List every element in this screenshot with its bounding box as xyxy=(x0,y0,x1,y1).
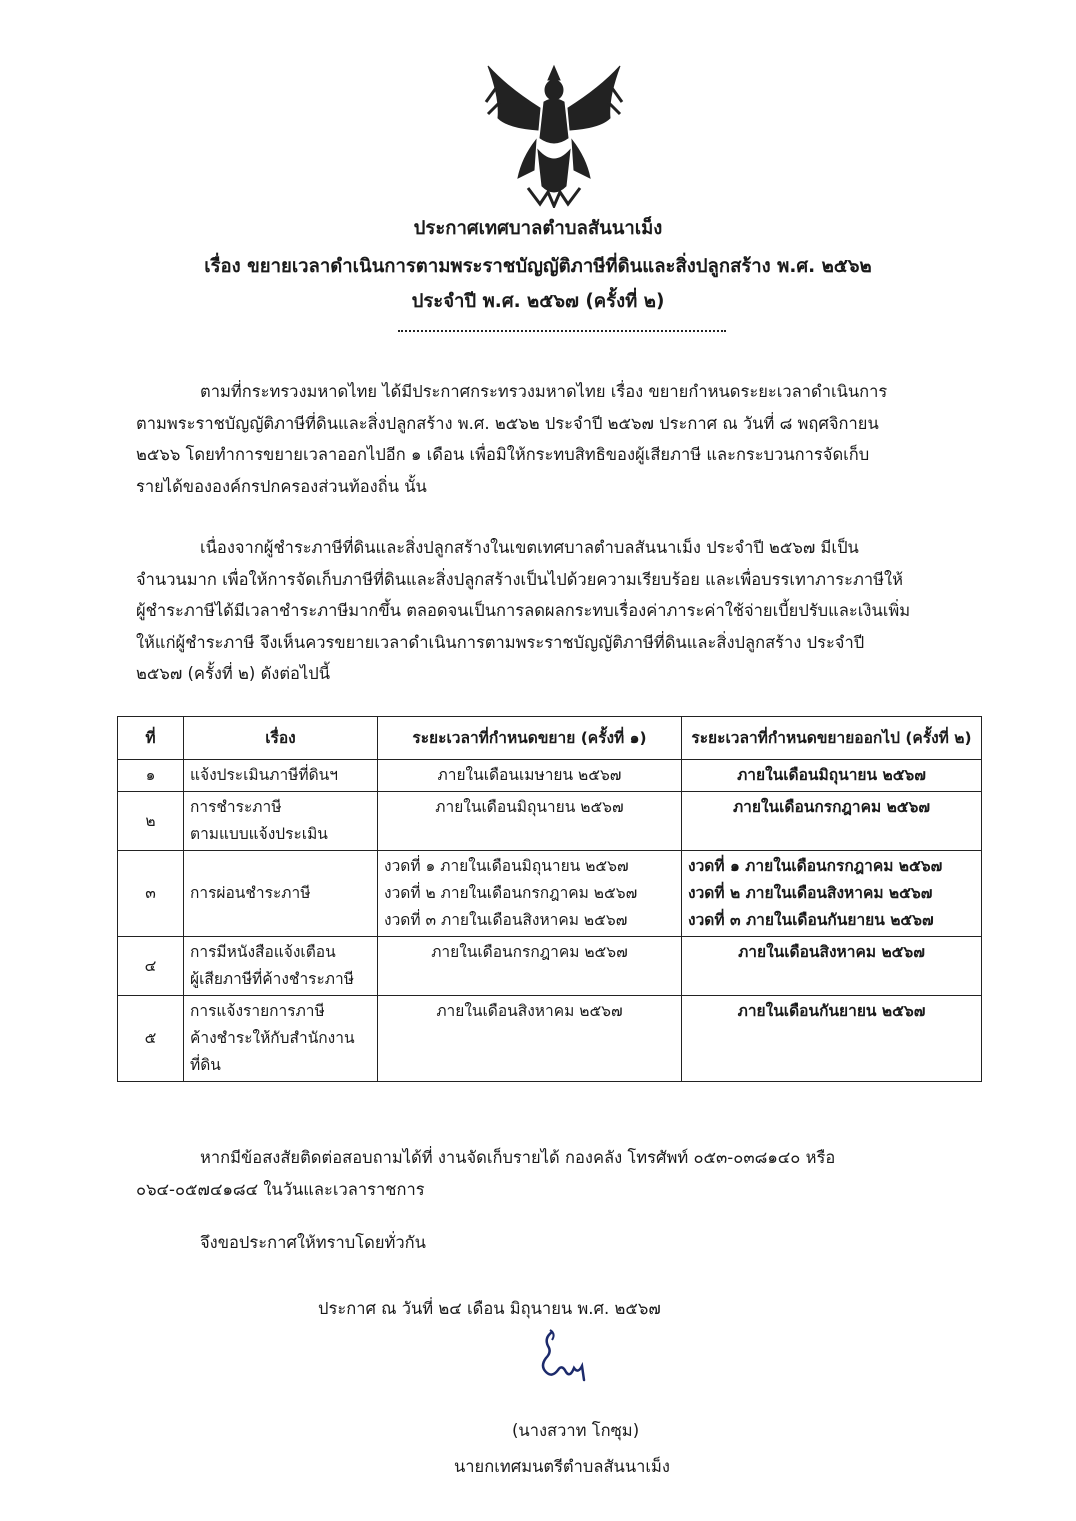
topic-line: การชำระภาษี xyxy=(190,798,282,816)
row-first-period xyxy=(378,851,682,937)
topic-line: การมีหนังสือแจ้งเตือน xyxy=(190,943,336,961)
column-header: เรื่อง xyxy=(184,717,378,760)
paragraph-line: ตามที่กระทรวงมหาดไทย ได้มีประกาศกระทรวงมหาดไทย เรื่อง ขยายกำหนดระยะเวลาดำเนินการ xyxy=(200,382,888,401)
row-second-period xyxy=(682,760,982,792)
topic-line: ค้างชำระให้กับสำนักงาน xyxy=(190,1029,355,1047)
row-topic xyxy=(184,937,378,996)
closing-paragraph xyxy=(136,1227,972,1259)
period-line: ภายในเดือนมิถุนายน ๒๕๖๗ xyxy=(737,766,926,784)
paragraph-line: รายได้ขององค์กรปกครองส่วนท้องถิ่น นั้น xyxy=(136,476,427,496)
period-line: ภายในเดือนสิงหาคม ๒๕๖๗ xyxy=(738,943,925,961)
paragraph-line: ๒๕๖๗ (ครั้งที่ ๒) ดังต่อไปนี้ xyxy=(136,664,331,683)
period-line: ภายในเดือนกันยายน ๒๕๖๗ xyxy=(737,1002,926,1020)
document-subject: เรื่อง ขยายเวลาดำเนินการตามพระราชบัญญัติภาษีที่ดินและสิ่งปลูกสร้าง พ.ศ. ๒๕๖๒ xyxy=(204,256,872,277)
period-line: งวดที่ ๒ ภายในเดือนสิงหาคม ๒๕๖๗ xyxy=(688,884,933,902)
topic-line: ตามแบบแจ้งประเมิน xyxy=(190,825,328,843)
table-row xyxy=(118,996,982,1082)
period-line: ภายในเดือนมิถุนายน ๒๕๖๗ xyxy=(435,798,624,816)
row-number: ๔ xyxy=(118,937,184,996)
paragraph-line: เนื่องจากผู้ชำระภาษีที่ดินและสิ่งปลูกสร้างในเขตเทศบาลตำบลสันนาเม็ง ประจำปี ๒๕๖๗ มีเป็น xyxy=(200,538,859,557)
row-number: ๓ xyxy=(118,851,184,937)
topic-line: การแจ้งรายการภาษี xyxy=(190,1002,325,1020)
period-line: งวดที่ ๓ ภายในเดือนสิงหาคม ๒๕๖๗ xyxy=(384,911,628,929)
column-header: ที่ xyxy=(118,717,184,760)
contact-paragraph xyxy=(136,1142,972,1205)
dotted-divider xyxy=(398,330,726,332)
signature-image xyxy=(522,1328,602,1384)
announcement-date: ประกาศ ณ วันที่ ๒๔ เดือน มิถุนายน พ.ศ. ๒๕๖๗ xyxy=(318,1299,661,1318)
paragraph-line: จำนวนมาก เพื่อให้การจัดเก็บภาษีที่ดินและสิ่งปลูกสร้างเป็นไปด้วยความเรียบร้อย และเพื่อบรรเทาภาระภาษีให้ xyxy=(136,569,903,589)
table-row xyxy=(118,937,982,996)
topic-line: ผู้เสียภาษีที่ค้างชำระภาษี xyxy=(190,970,354,988)
topic-line: ที่ดิน xyxy=(190,1056,221,1074)
table-row xyxy=(118,760,982,792)
row-second-period xyxy=(682,996,982,1082)
period-line: ภายในเดือนสิงหาคม ๒๕๖๗ xyxy=(436,1002,623,1020)
row-topic xyxy=(184,760,378,792)
table-row xyxy=(118,851,982,937)
row-topic xyxy=(184,996,378,1082)
column-header: ระยะเวลาที่กำหนดขยายออกไป (ครั้งที่ ๒) xyxy=(682,717,982,760)
period-line: ภายในเดือนเมษายน ๒๕๖๗ xyxy=(437,766,622,784)
row-first-period xyxy=(378,937,682,996)
row-second-period xyxy=(682,851,982,937)
topic-line: การผ่อนชำระภาษี xyxy=(190,884,311,902)
row-number: ๒ xyxy=(118,792,184,851)
period-line: งวดที่ ๒ ภายในเดือนกรกฎาคม ๒๕๖๗ xyxy=(384,884,638,902)
period-line: งวดที่ ๑ ภายในเดือนมิถุนายน ๒๕๖๗ xyxy=(384,857,629,875)
row-number: ๕ xyxy=(118,996,184,1082)
period-line: งวดที่ ๓ ภายในเดือนกันยายน ๒๕๖๗ xyxy=(688,911,934,929)
schedule-table xyxy=(117,716,982,1082)
row-second-period xyxy=(682,792,982,851)
period-line: ภายในเดือนกรกฎาคม ๒๕๖๗ xyxy=(732,798,931,816)
topic-line: แจ้งประเมินภาษีที่ดินฯ xyxy=(190,766,338,784)
paragraph-line: จึงขอประกาศให้ทราบโดยทั่วกัน xyxy=(200,1233,426,1252)
paragraph-line: หากมีข้อสงสัยติดต่อสอบถามได้ที่ งานจัดเก็บรายได้ กองคลัง โทรศัพท์ ๐๕๓-๐๓๘๑๔๐ หรือ xyxy=(200,1148,836,1167)
row-first-period xyxy=(378,792,682,851)
paragraph-2 xyxy=(136,532,972,690)
paragraph-line: ตามพระราชบัญญัติภาษีที่ดินและสิ่งปลูกสร้าง พ.ศ. ๒๕๖๒ ประจำปี ๒๕๖๗ ประกาศ ณ วันที่ ๘ พฤศจิกายน xyxy=(136,413,879,433)
row-number: ๑ xyxy=(118,760,184,792)
row-topic xyxy=(184,851,378,937)
document-year-line: ประจำปี พ.ศ. ๒๕๖๗ (ครั้งที่ ๒) xyxy=(411,291,665,312)
signer-name: (นางสวาท โกซุม) xyxy=(512,1421,640,1440)
paragraph-line: ๒๕๖๖ โดยทำการขยายเวลาออกไปอีก ๑ เดือน เพื่อมิให้กระทบสิทธิของผู้เสียภาษี และกระบวนการจัดเก็บ xyxy=(136,445,870,464)
table-header-row xyxy=(118,717,982,760)
period-line: ภายในเดือนกรกฎาคม ๒๕๖๗ xyxy=(431,943,628,961)
row-second-period xyxy=(682,937,982,996)
garuda-emblem-icon xyxy=(478,58,630,208)
table-row xyxy=(118,792,982,851)
paragraph-line: ๐๖๔-๐๕๗๔๑๘๔ ในวันและเวลาราชการ xyxy=(136,1179,425,1199)
period-line: งวดที่ ๑ ภายในเดือนกรกฎาคม ๒๕๖๗ xyxy=(688,857,943,875)
row-first-period xyxy=(378,760,682,792)
column-header: ระยะเวลาที่กำหนดขยาย (ครั้งที่ ๑) xyxy=(378,717,682,760)
paragraph-line: ให้แก่ผู้ชำระภาษี จึงเห็นควรขยายเวลาดำเนินการตามพระราชบัญญัติภาษีที่ดินและสิ่งปลูกสร้าง ประจำปี xyxy=(136,632,865,652)
signer-title: นายกเทศมนตรีตำบลสันนาเม็ง xyxy=(454,1457,670,1476)
paragraph-1 xyxy=(136,376,972,502)
paragraph-line: ผู้ชำระภาษีได้มีเวลาชำระภาษีมากขึ้น ตลอดจนเป็นการลดผลกระทบเรื่องค่าภาระค่าใช้จ่ายเบี้ยปรับและเงินเพิ่ม xyxy=(136,601,911,620)
document-org: ประกาศเทศบาลตำบลสันนาเม็ง xyxy=(413,218,663,239)
row-topic xyxy=(184,792,378,851)
row-first-period xyxy=(378,996,682,1082)
